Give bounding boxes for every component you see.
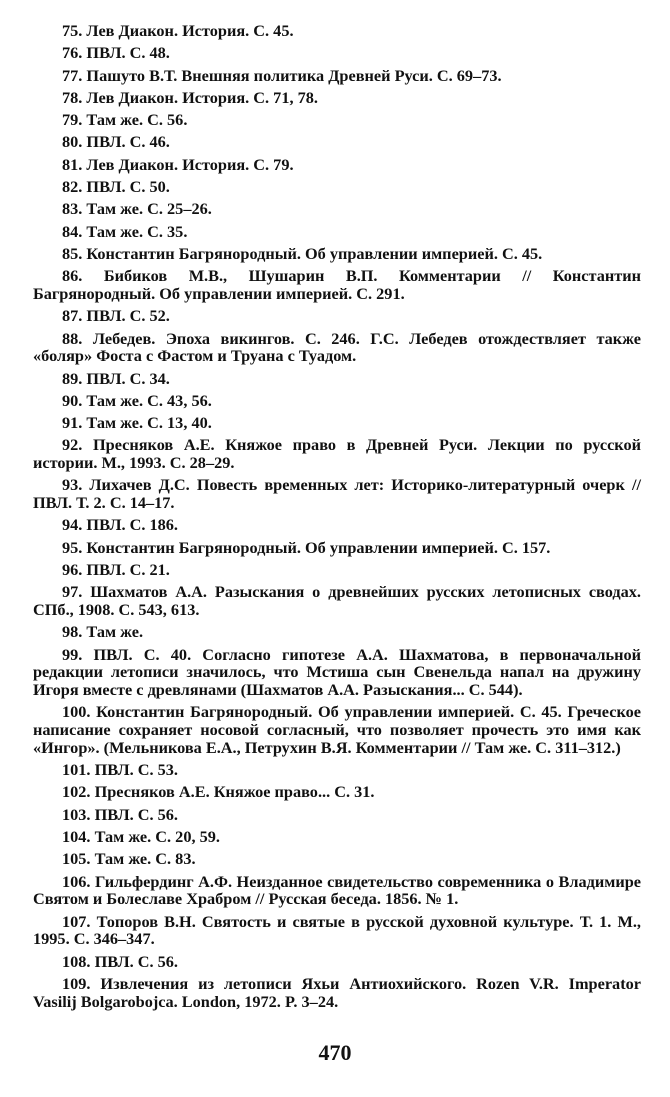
endnotes-list <box>33 22 641 1015</box>
endnote-item: 93. Лихачев Д.С. Повесть временных лет: Историко-литературный очерк // ПВЛ. Т. 2. С. 14–17. <box>33 475 641 513</box>
endnote-item: 77. Пашуто В.Т. Внешняя политика Древней Руси. С. 69–73. <box>62 65 502 85</box>
endnote-item: 80. ПВЛ. С. 46. <box>62 132 170 152</box>
endnote-item: 102. Пресняков А.Е. Княжое право... С. 31. <box>62 782 375 802</box>
endnote-item: 94. ПВЛ. С. 186. <box>62 515 178 535</box>
endnote-item: 85. Константин Багрянородный. Об управлении империей. С. 45. <box>62 243 543 263</box>
endnote-item: 109. Извлечения из летописи Яхьи Антиохийского. Rozen V.R. Imperator Vasilij Bolgarobojca. London, 1972. P. 3–24. <box>33 973 641 1011</box>
endnote-item: 84. Там же. С. 35. <box>62 221 188 241</box>
endnote-item: 103. ПВЛ. С. 56. <box>62 804 178 824</box>
endnote-item: 79. Там же. С. 56. <box>62 110 188 130</box>
endnote-item: 100. Константин Багрянородный. Об управлении империей. С. 45. Греческое написание сохраняет носовой согласный, что позволяет прочесть это имя как «Ингор». (Мельникова Е.А., Петрухин В.Я. Комментарии // Там же. С. 311–312.) <box>33 702 641 757</box>
endnote-item: 101. ПВЛ. С. 53. <box>62 760 178 780</box>
endnote-item: 86. Бибиков М.В., Шушарин В.П. Комментарии // Константин Багрянородный. Об управлении империей. С. 291. <box>33 266 641 303</box>
endnote-item: 96. ПВЛ. С. 21. <box>62 560 170 580</box>
endnote-item: 75. Лев Диакон. История. С. 45. <box>62 21 294 40</box>
endnote-item: 104. Там же. С. 20, 59. <box>62 826 220 846</box>
endnote-item: 78. Лев Диакон. История. С. 71, 78. <box>62 87 318 107</box>
endnote-item: 107. Топоров В.Н. Святость и святые в русской духовной культуре. Т. 1. М., 1995. С. 346–347. <box>33 911 641 949</box>
endnote-item: 105. Там же. С. 83. <box>62 849 196 869</box>
endnote-item: 91. Там же. С. 13, 40. <box>62 413 212 433</box>
page-number: 470 <box>318 1040 352 1065</box>
endnote-item: 88. Лебедев. Эпоха викингов. С. 246. Г.С. Лебедев отождествляет также «боляр» Фоста с Фастом и Труана с Туадом. <box>33 328 641 366</box>
endnote-item: 108. ПВЛ. С. 56. <box>62 951 178 971</box>
endnote-item: 89. ПВЛ. С. 34. <box>62 368 170 388</box>
endnote-item: 99. ПВЛ. С. 40. Согласно гипотезе А.А. Шахматова, в первоначальной редакции летописи значилось, что Мстиша сын Свенельда напал на дружину Игоря вместе с древлянами (Шахматов А.А. Разыскания... С. 544). <box>33 644 641 700</box>
endnote-item: 95. Константин Багрянородный. Об управлении империей. С. 157. <box>62 537 551 557</box>
endnote-item: 76. ПВЛ. С. 48. <box>62 43 170 63</box>
endnote-item: 87. ПВЛ. С. 52. <box>62 306 170 326</box>
endnote-item: 90. Там же. С. 43, 56. <box>62 390 212 410</box>
endnote-item: 92. Пресняков А.Е. Княжое право в Древней Руси. Лекции по русской истории. М., 1993. С. 28–29. <box>33 435 641 473</box>
endnote-item: 83. Там же. С. 25–26. <box>62 199 212 219</box>
endnote-item: 98. Там же. <box>62 622 144 642</box>
endnote-item: 82. ПВЛ. С. 50. <box>62 177 170 197</box>
endnote-item: 97. Шахматов А.А. Разыскания о древнейших русских летописных сводах. СПб., 1908. С. 543, 613. <box>33 582 641 620</box>
endnote-item: 106. Гильфердинг А.Ф. Неизданное свидетельство современника о Владимире Святом и Болеславе Храбром // Русская беседа. 1856. № 1. <box>33 871 641 909</box>
endnote-item: 81. Лев Диакон. История. С. 79. <box>62 154 294 174</box>
